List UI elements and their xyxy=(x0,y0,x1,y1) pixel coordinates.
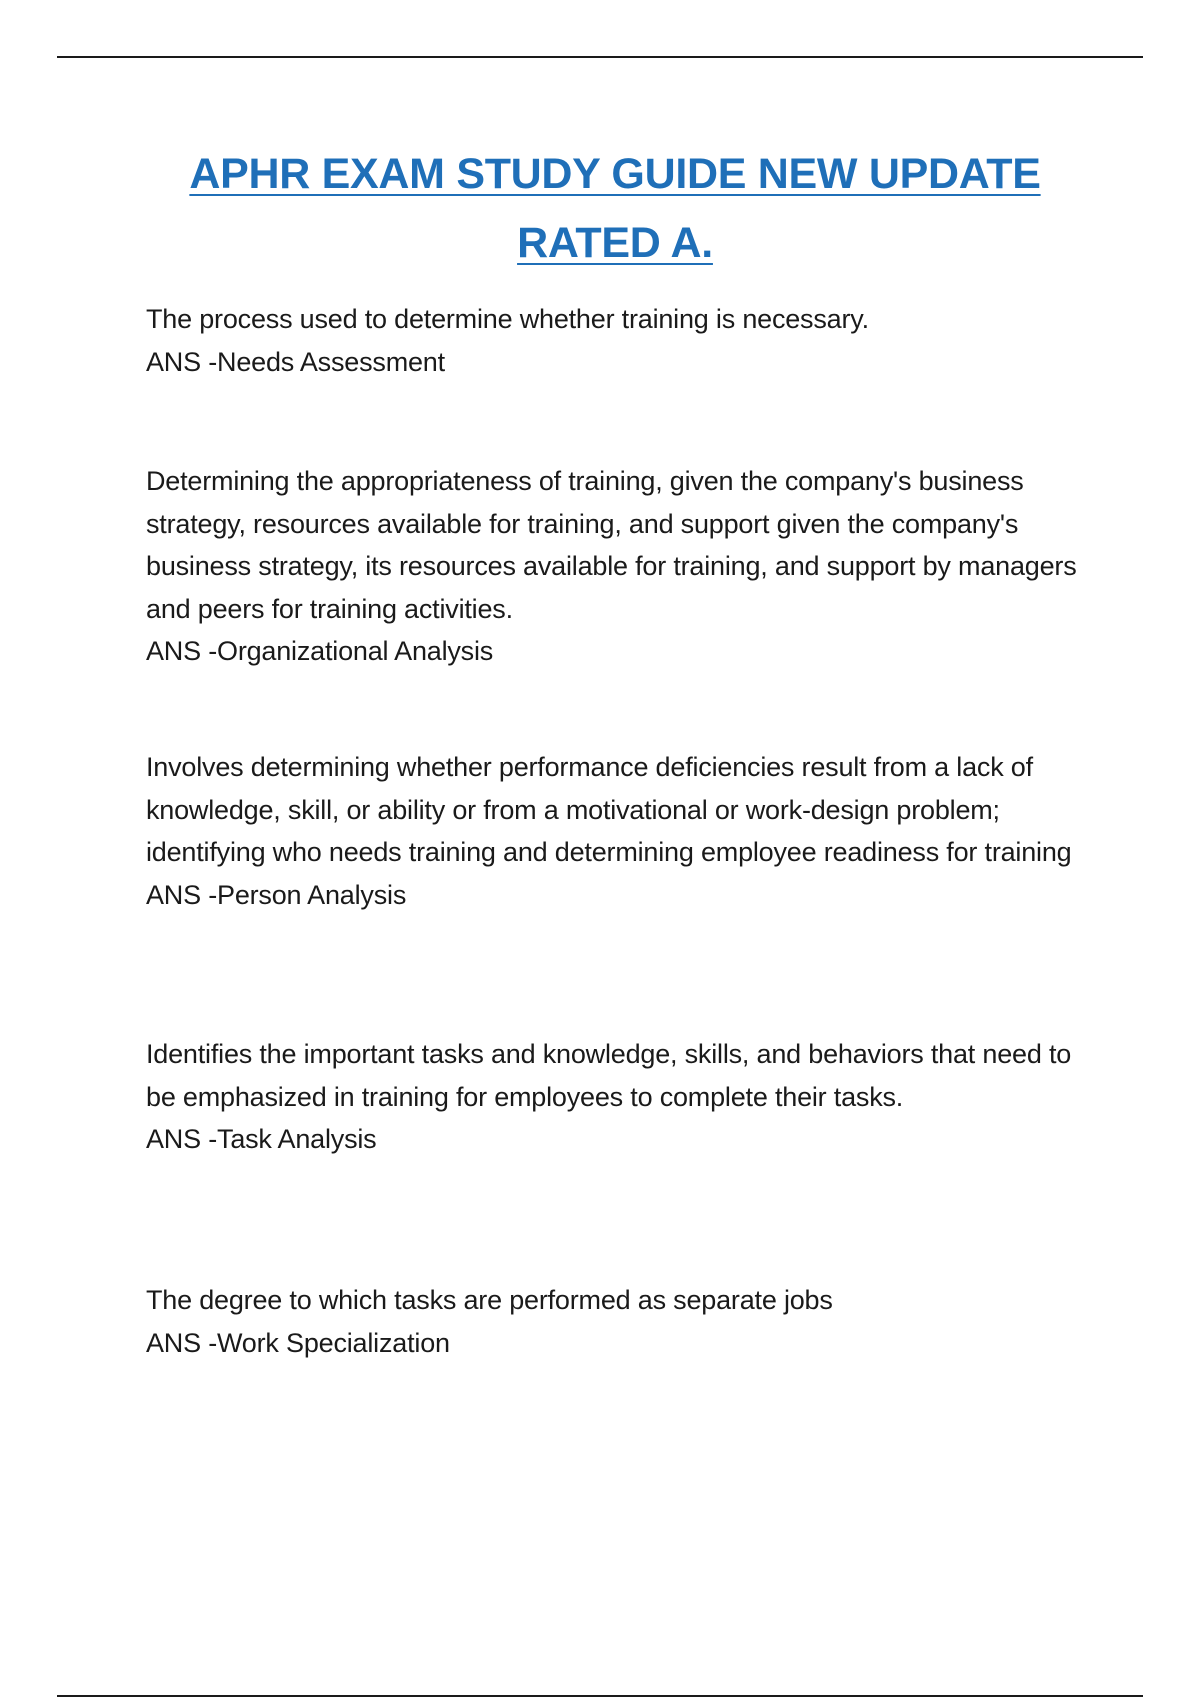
answer-line xyxy=(146,341,1106,384)
question-text: The degree to which tasks are performed as separate jobs xyxy=(146,1285,833,1315)
answer-line xyxy=(146,1322,1106,1365)
answer-text: Needs Assessment xyxy=(217,346,445,377)
answer-prefix: ANS - xyxy=(146,346,218,377)
qa-item xyxy=(146,298,1106,383)
top-rule xyxy=(57,56,1143,58)
qa-item xyxy=(146,460,1106,673)
answer-line xyxy=(146,630,1106,673)
answer-prefix: ANS - xyxy=(146,1327,218,1358)
answer-prefix: ANS - xyxy=(146,879,218,910)
qa-item xyxy=(146,746,1106,916)
answer-prefix: ANS - xyxy=(146,636,218,666)
answer-text: Person Analysis xyxy=(217,879,407,910)
bottom-rule xyxy=(57,1695,1143,1697)
document-title: APHR EXAM STUDY GUIDE NEW UPDATE RATED A. xyxy=(189,150,1041,267)
question-text: Involves determining whether performance deficiencies result from a lack of knowledge, skill, or ability or from a motivational or work-design problem; identifying who needs training and determining employee readiness for training xyxy=(146,752,1072,867)
answer-line xyxy=(146,1118,1106,1161)
qa-item xyxy=(146,1279,1106,1364)
answer-text: Organizational Analysis xyxy=(217,636,494,666)
question-text: The process used to determine whether training is necessary. xyxy=(146,304,869,334)
qa-item xyxy=(146,1033,1106,1161)
answer-prefix: ANS - xyxy=(146,1124,218,1154)
answer-line xyxy=(146,874,1106,917)
question-text: Identifies the important tasks and knowledge, skills, and behaviors that need to be emphasized in training for employees to complete their tasks. xyxy=(146,1039,1072,1112)
answer-text: Work Specialization xyxy=(217,1327,450,1358)
answer-text: Task Analysis xyxy=(217,1124,377,1154)
question-text: Determining the appropriateness of training, given the company's business strategy, resources available for training, and support given the company's business strategy, its resources available for training, and support by managers and peers for training activities. xyxy=(146,466,1077,624)
